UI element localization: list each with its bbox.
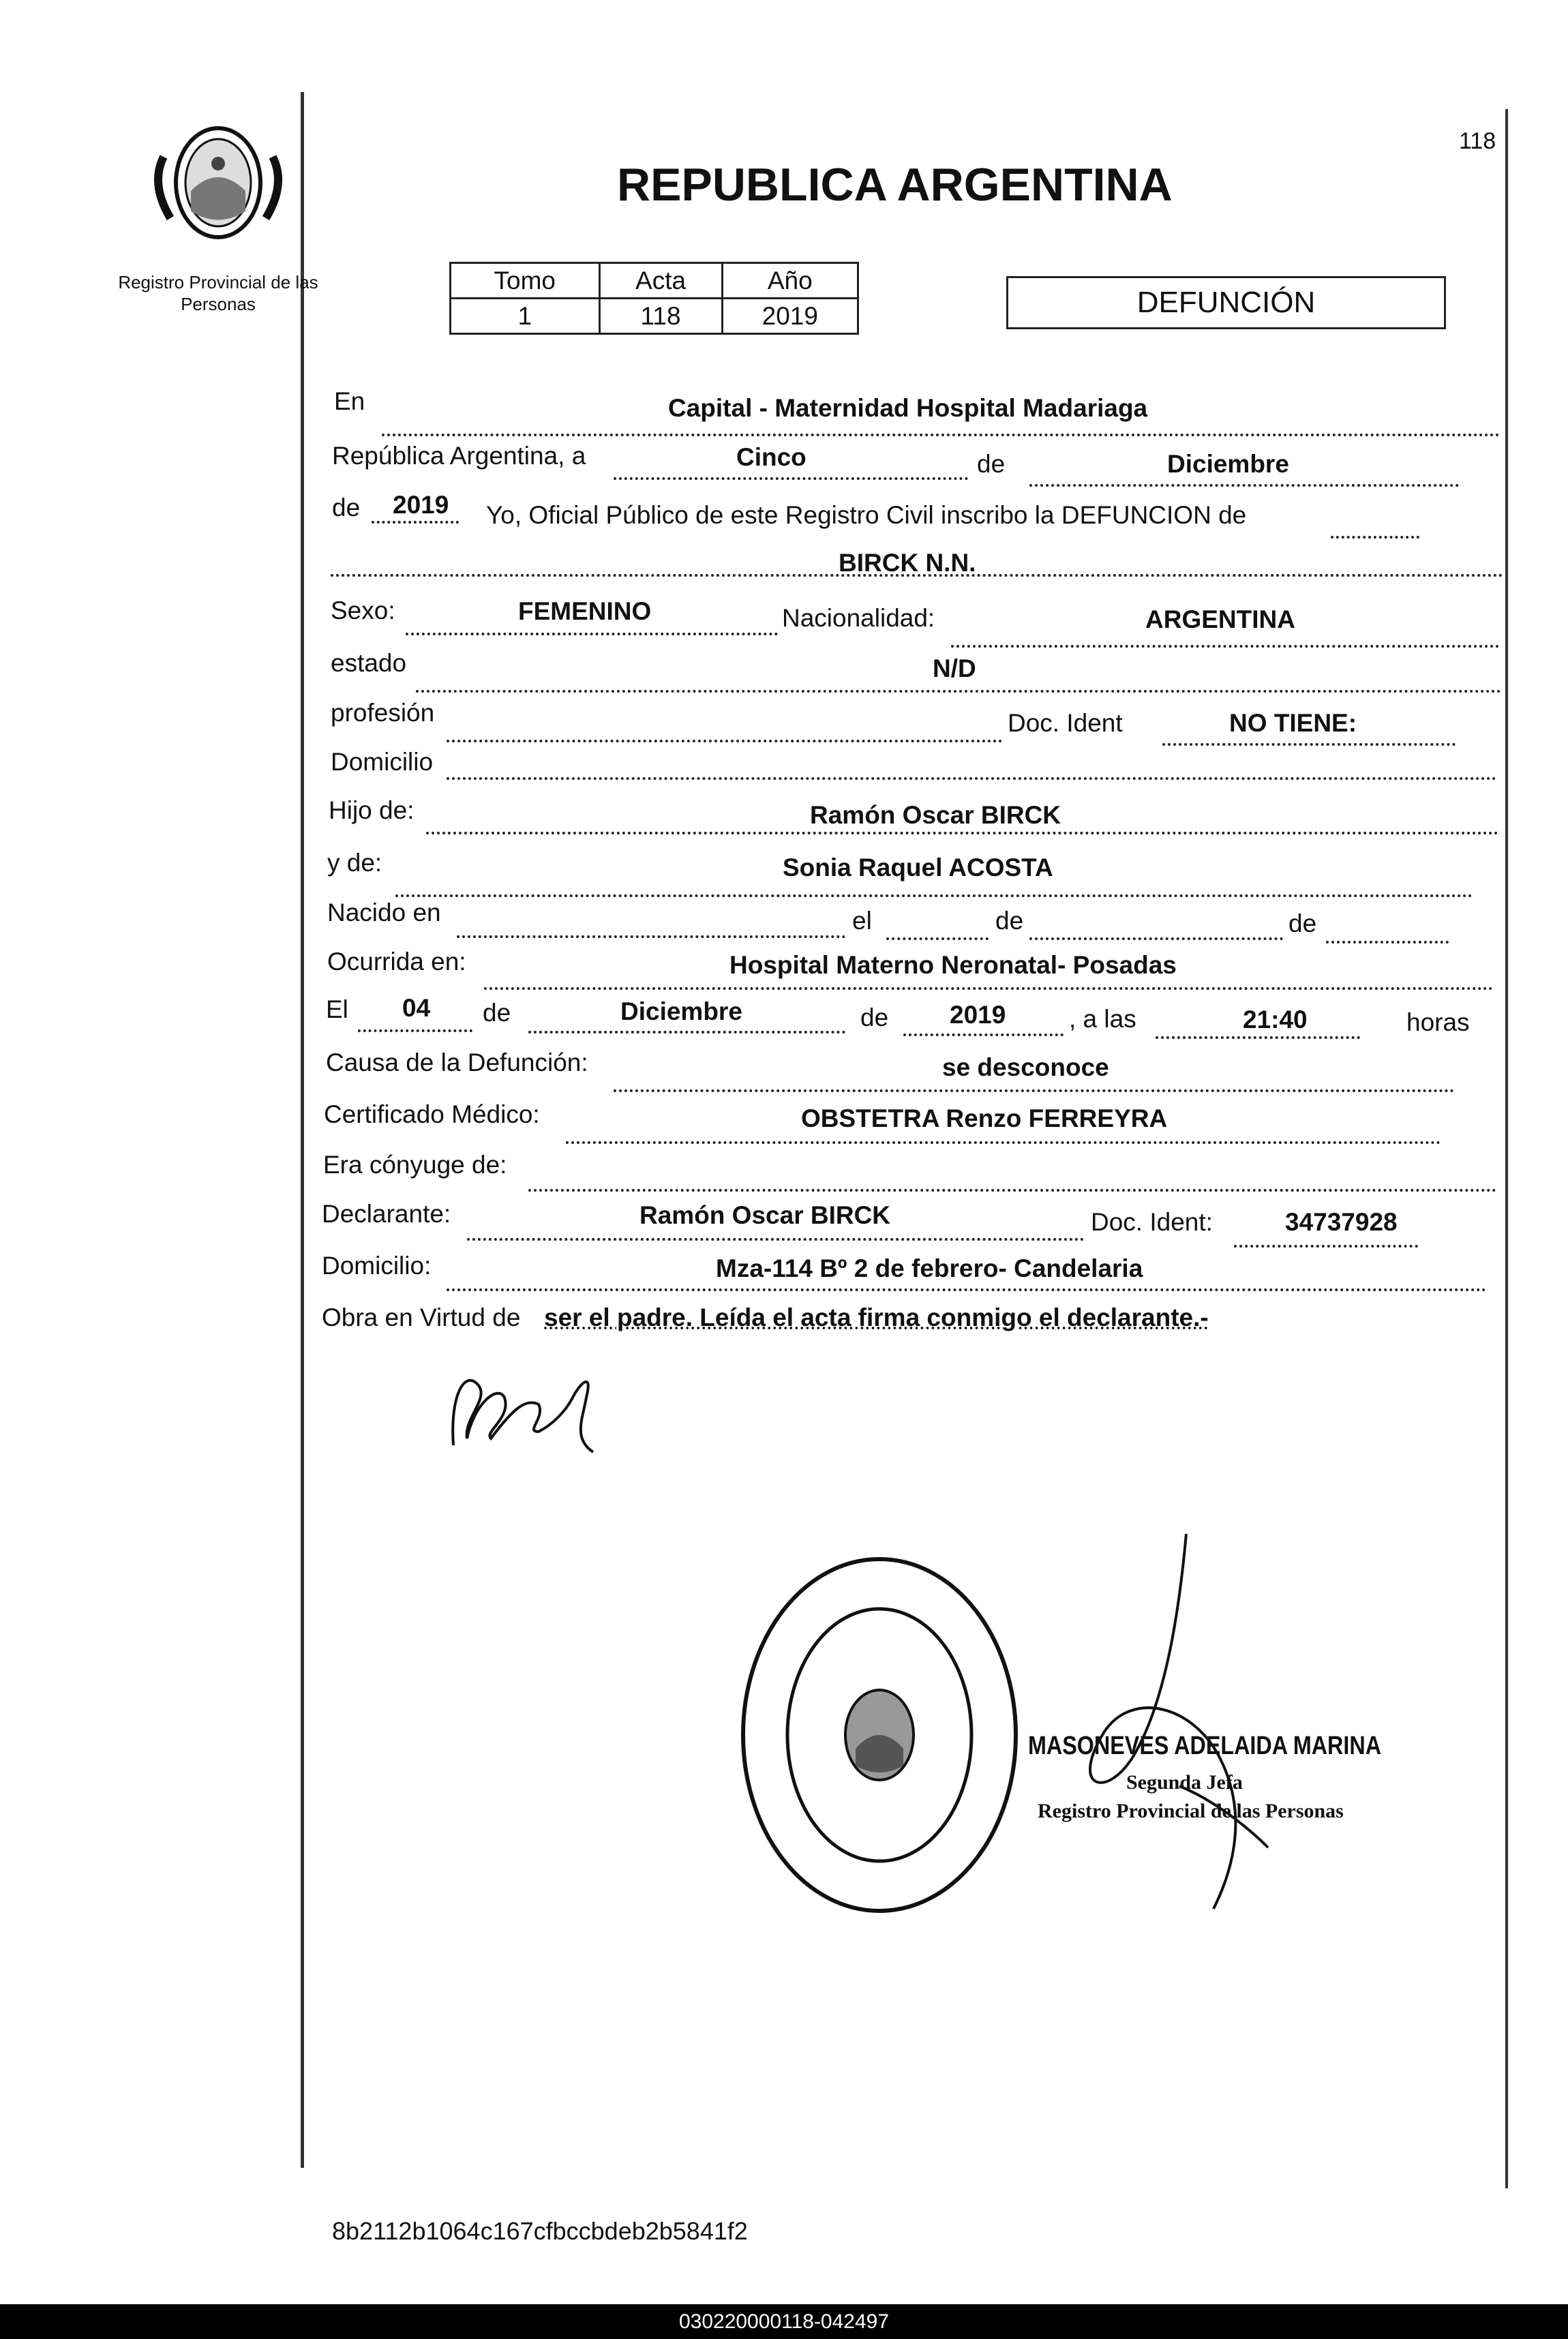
- profesion-line: [447, 740, 1002, 742]
- el2-label: El: [326, 995, 348, 1023]
- nacionalidad-line: [951, 645, 1499, 648]
- sexo-label: Sexo:: [331, 597, 395, 624]
- declarant-signature: [436, 1357, 614, 1473]
- doc-ident2-line: [1234, 1245, 1418, 1248]
- death-month-value: Diciembre: [620, 997, 742, 1025]
- doc-ident2-value: 34737928: [1285, 1208, 1398, 1236]
- causa-line: [614, 1089, 1454, 1092]
- de-label-b: de: [1288, 909, 1317, 937]
- declarante-line: [467, 1238, 1084, 1241]
- birth-day-line: [886, 937, 989, 940]
- causa-label: Causa de la Defunción:: [326, 1048, 588, 1076]
- estado-value: N/D: [933, 654, 976, 682]
- estado-label: estado: [331, 649, 407, 677]
- de-label-a: de: [995, 907, 1024, 935]
- year-line: [372, 521, 459, 524]
- conyuge-line: [528, 1189, 1496, 1192]
- death-year-line: [903, 1033, 1064, 1036]
- year-value: 2019: [393, 491, 449, 519]
- profesion-label: profesión: [331, 699, 435, 727]
- ocurrida-line: [484, 987, 1493, 990]
- official-signature: [1043, 1527, 1350, 1922]
- obra-value: ser el padre. Leída el acta firma conmigo el declarante.-: [544, 1303, 1209, 1331]
- declarante-label: Declarante:: [322, 1200, 451, 1228]
- republica-label: República Argentina, a: [332, 442, 586, 470]
- obra-label: Obra en Virtud de: [322, 1303, 521, 1331]
- anio-value: 2019: [722, 299, 858, 334]
- tomo-acta-anio-table: [449, 262, 859, 335]
- de-label-d: de: [860, 1003, 889, 1031]
- doc-type-box: [1006, 276, 1446, 329]
- hijo-line: [426, 832, 1498, 834]
- death-time-value: 21:40: [1243, 1006, 1308, 1033]
- death-day-line: [358, 1029, 472, 1032]
- stamp-outer-text: [747, 1977, 768, 1978]
- nacido-line: [457, 935, 845, 938]
- official-role: Segunda Jefa: [1126, 1771, 1243, 1794]
- de-label-c: de: [483, 999, 511, 1027]
- death-year-value: 2019: [950, 1001, 1006, 1029]
- doc-ident-line: [1162, 743, 1456, 746]
- declarante-value: Ramón Oscar BIRCK: [639, 1201, 891, 1229]
- yde-value: Sonia Raquel ACOSTA: [783, 854, 1053, 881]
- official-stamp: [733, 1551, 1026, 1919]
- death-month-line: [528, 1031, 845, 1033]
- hijo-label: Hijo de:: [329, 796, 414, 824]
- page-number: 118: [1459, 128, 1496, 154]
- anio-header: Año: [722, 263, 858, 299]
- barcode-id: 030220000118-042497: [678, 2310, 890, 2333]
- official-name: MASONEVES ADELAIDA MARINA: [1028, 1732, 1382, 1760]
- domicilio-line: [447, 777, 1496, 780]
- registry-label: Registro Provincial de las Personas: [118, 272, 318, 314]
- doc-ident-value: NO TIENE:: [1229, 709, 1357, 737]
- acta-value: 118: [599, 299, 722, 334]
- doc-type-label: DEFUNCIÓN: [1136, 286, 1316, 319]
- death-time-line: [1156, 1036, 1360, 1039]
- month-value: Diciembre: [1167, 450, 1289, 478]
- hijo-value: Ramón Oscar BIRCK: [810, 801, 1061, 829]
- death-day-value: 04: [402, 994, 431, 1022]
- domicilio2-line: [447, 1288, 1486, 1291]
- certificado-line: [566, 1141, 1441, 1144]
- domicilio-label: Domicilio: [331, 748, 434, 776]
- nacionalidad-label: Nacionalidad:: [782, 604, 935, 632]
- ocurrida-label: Ocurrida en:: [327, 948, 466, 976]
- day-line: [614, 477, 968, 480]
- nacido-label: Nacido en: [327, 899, 441, 926]
- certificado-value: OBSTETRA Renzo FERREYRA: [801, 1104, 1168, 1132]
- sexo-value: FEMENINO: [518, 597, 652, 625]
- birth-month-line: [1029, 937, 1283, 940]
- document-hash: 8b2112b1064c167cfbccbdeb2b5841f2: [332, 2217, 748, 2245]
- acta-header: Acta: [599, 263, 722, 299]
- sexo-line: [406, 633, 778, 635]
- provincial-seal-logo: [143, 109, 293, 259]
- month-line: [1029, 484, 1459, 487]
- domicilio2-label: Domicilio:: [322, 1252, 432, 1280]
- en-line: [382, 434, 1500, 436]
- de-label-2: de: [332, 494, 361, 522]
- de-label-1: de: [977, 450, 1006, 478]
- tomo-header: Tomo: [451, 263, 600, 299]
- document-title: REPUBLICA ARGENTINA: [617, 159, 1173, 211]
- day-value: Cinco: [736, 443, 806, 471]
- causa-value: se desconoce: [942, 1053, 1109, 1081]
- certificado-label: Certificado Médico:: [324, 1100, 540, 1128]
- deceased-name: BIRCK N.N.: [839, 549, 976, 577]
- ocurrida-value: Hospital Materno Neronatal- Posadas: [729, 951, 1177, 979]
- horas-label: horas: [1406, 1008, 1470, 1036]
- yde-label: y de:: [327, 849, 382, 877]
- official-office: Registro Provincial de las Personas: [1038, 1800, 1344, 1822]
- doc-ident-label: Doc. Ident: [1008, 709, 1123, 737]
- el-label: el: [852, 907, 872, 935]
- oficial-text: Yo, Oficial Público de este Registro Civil inscribo la DEFUNCION de: [486, 501, 1247, 529]
- en-label: En: [334, 387, 365, 415]
- stamp-inner-text: [747, 1984, 755, 1985]
- left-margin-rule: [301, 92, 304, 2168]
- alas-label: , a las: [1069, 1005, 1136, 1033]
- yde-line: [395, 894, 1473, 897]
- footer-bar: [0, 2304, 1568, 2339]
- right-margin-rule: [1505, 109, 1508, 2188]
- oficial-line: [1331, 536, 1419, 539]
- nacionalidad-value: ARGENTINA: [1145, 605, 1295, 633]
- tomo-value: 1: [451, 299, 600, 334]
- en-value: Capital - Maternidad Hospital Madariaga: [668, 394, 1148, 422]
- doc-ident2-label: Doc. Ident:: [1091, 1208, 1213, 1236]
- estado-line: [416, 690, 1501, 693]
- conyuge-label: Era cónyuge de:: [323, 1151, 507, 1179]
- birth-year-line: [1326, 941, 1449, 944]
- domicilio2-value: Mza-114 Bº 2 de febrero- Candelaria: [716, 1254, 1143, 1282]
